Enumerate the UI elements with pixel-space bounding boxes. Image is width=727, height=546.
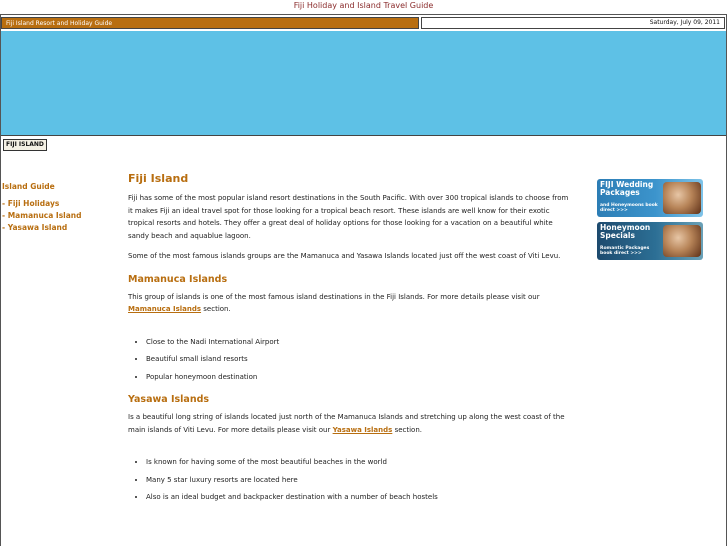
list-item: • Beautiful small island resorts <box>146 353 574 366</box>
section-text-after: section. <box>203 305 231 313</box>
list-item: • Also is an ideal budget and backpacker destination with a number of beach hostels <box>146 491 574 504</box>
sidebar-item-fiji-holidays[interactable]: - Fiji Holidays <box>2 199 60 208</box>
section-paragraph-mamanuca <box>128 291 574 316</box>
banner-divider <box>1 135 726 136</box>
main-title: Fiji Island <box>128 172 189 185</box>
date-bar: Saturday, July 09, 2011 <box>421 17 725 29</box>
sidebar-heading: Island Guide <box>2 182 55 191</box>
main-content <box>128 172 574 509</box>
ad-subtitle: Romantic Packages book direct >>> <box>600 246 650 256</box>
site-name-bar: Fiji Island Resort and Holiday Guide <box>1 17 419 29</box>
section-text-after: section. <box>394 425 422 434</box>
section-heading-yasawa: Yasawa Islands <box>128 394 210 405</box>
ad-title: FIJI Wedding Packages <box>600 180 654 197</box>
list-item: • Close to the Nadi International Airport <box>146 336 574 349</box>
couple-photo <box>663 182 701 214</box>
honeymoon-specials-ad[interactable] <box>597 222 703 260</box>
mamanuca-bullets <box>128 336 574 384</box>
sidebar-item-yasawa-island[interactable]: - Yasawa Island <box>2 223 68 232</box>
ad-subtitle: and Honeymoons book direct >>> <box>600 203 658 213</box>
sidebar-item-mamanuca-island[interactable]: - Mamanuca Island <box>2 211 82 220</box>
fiji-island-button[interactable]: FIJI ISLAND <box>3 139 47 151</box>
intro-paragraph: Fiji has some of the most popular island resort destinations in the South Pacific. With over 300 tropical islands to choose from it makes Fiji an ideal travel spot for those looking for a tropical beach resort. These islands are well know for their exotic tropical resorts and hotels. They offer a great deal of holiday options for those looking for a vacation on a beautiful white sandy beach and aquablue lagoon. <box>128 194 569 240</box>
page-title: Fiji Holiday and Island Travel Guide <box>293 1 434 10</box>
list-item: • Many 5 star luxury resorts are located here <box>146 474 574 487</box>
ad-title: Honeymoon Specials <box>600 223 651 240</box>
section-text-before: Is a beautiful long string of islands located just north of the Mamanuca Islands and stretching up along the west coast of the main islands of Viti Levu. For more details please visit our <box>128 413 565 434</box>
couple-photo <box>663 225 701 257</box>
section-paragraph-yasawa <box>128 411 574 436</box>
header-banner <box>1 31 726 135</box>
mamanuca-islands-link[interactable]: Mamanuca Islands <box>128 305 202 313</box>
sidebar <box>2 182 112 235</box>
section-heading-mamanuca: Mamanuca Islands <box>128 273 228 285</box>
intro-paragraph-2: Some of the most famous islands groups are the Mamanuca and Yasawa Islands located just off the west coast of Viti Levu. <box>128 252 561 260</box>
yasawa-islands-link[interactable]: Yasawa Islands <box>332 425 393 434</box>
section-text-before: This group of islands is one of the most famous island destinations in the Fiji Islands. For more details please visit our <box>128 292 540 301</box>
list-item: • Popular honeymoon destination <box>146 371 574 384</box>
wedding-packages-ad[interactable] <box>597 179 703 217</box>
list-item: • Is known for having some of the most beautiful beaches in the world <box>146 456 574 469</box>
yasawa-bullets <box>128 456 574 504</box>
